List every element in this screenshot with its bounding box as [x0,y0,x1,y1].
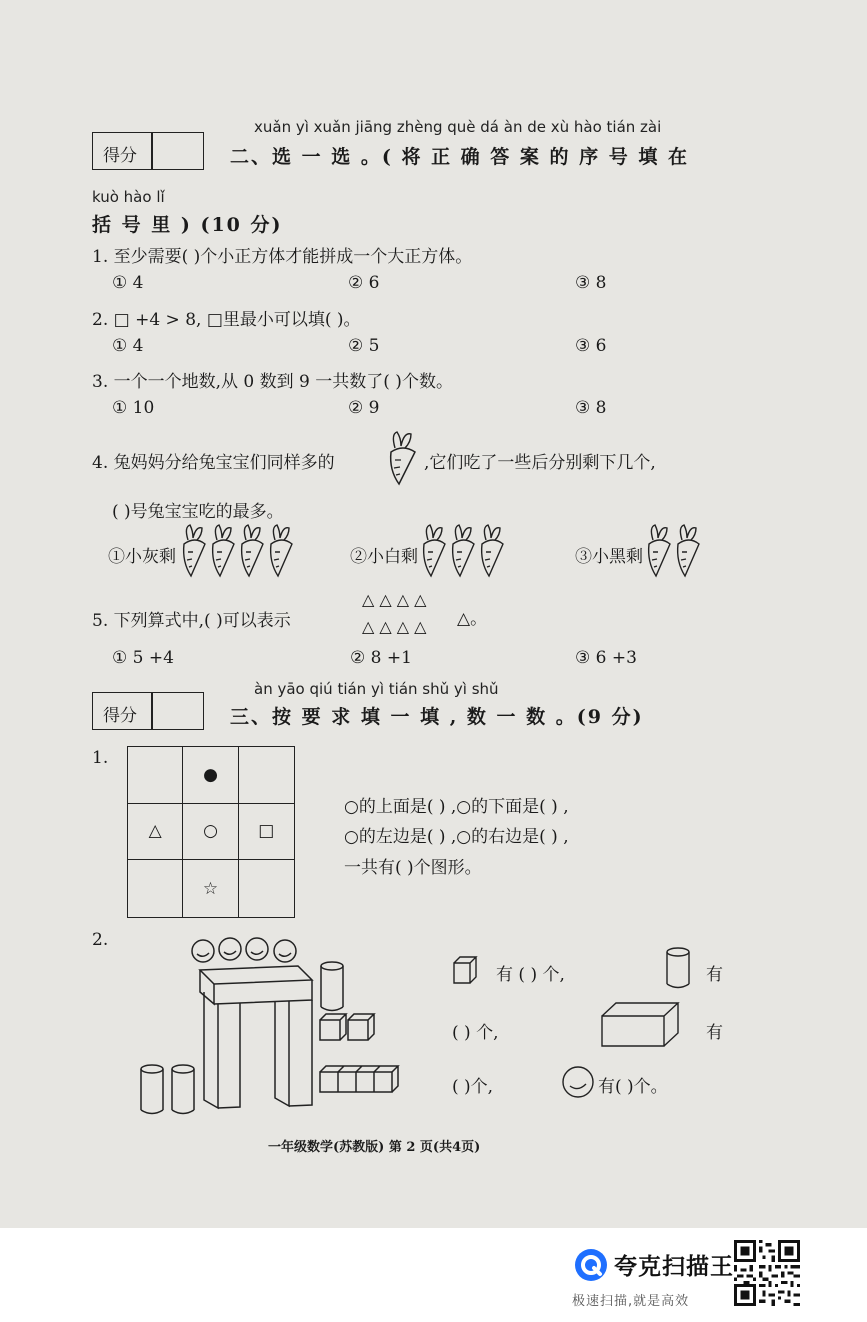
section3-pinyin: àn yāo qiú tián yì tián shǔ yì shǔ [254,680,499,698]
question-3: 3. 一个一个地数,从 0 数到 9 一共数了( )个数。 [92,372,453,392]
sphere-icon [560,1064,596,1100]
s3-q1-line1: ○的上面是( ) ,○的下面是( ) , [344,797,569,817]
shape-grid [127,746,295,918]
carrot-icon [449,524,477,578]
q1-option-c: ③ 8 [575,273,607,293]
page-footer: 一年级数学(苏教版) 第 2 页(共4页) [268,1140,481,1155]
grid-cell [128,747,183,804]
section2-title-line2: 括 号 里 ) (10 分) [92,214,283,236]
grid-cell: □ [239,804,294,861]
q1-option-b: ② 6 [348,273,380,293]
carrot-icon [478,524,506,578]
section2-pinyin-line2: kuò hào lǐ [92,188,165,206]
question-4-part1: 4. 兔妈妈分给兔宝宝们同样多的 [92,453,335,473]
grid-cell: ○ [183,804,238,861]
s3-q2-line2-a: ( ) 个, [452,1023,499,1043]
q2-option-a: ① 4 [112,336,144,356]
q5-option-c: ③ 6 +3 [575,648,637,668]
score-box-section2 [92,132,204,170]
carrot-icon [267,524,295,578]
s3-q2-line2-b: 有 [706,1023,723,1043]
question-4-line2: ( )号兔宝宝吃的最多。 [112,502,284,522]
q5-tail: △。 [457,609,488,629]
s3-q2-line1-a: 有 ( ) 个, [496,965,565,985]
q4-option-b-carrots [420,524,507,578]
section2-pinyin-line1: xuǎn yì xuǎn jiāng zhèng què dá àn de xù hào tián zài [254,118,662,136]
question-5: 5. 下列算式中,( )可以表示 [92,611,291,631]
carrot-icon [238,524,266,578]
carrot-icon [645,524,673,578]
grid-cell: ☆ [183,860,238,917]
qr-code-icon[interactable] [734,1240,800,1306]
question-1: 1. 至少需要( )个小正方体才能拼成一个大正方体。 [92,247,473,267]
cylinder-icon [664,946,692,990]
q2-option-b: ② 5 [348,336,380,356]
grid-cell [239,860,294,917]
s3-q1-line2: ○的左边是( ) ,○的右边是( ) , [344,827,569,847]
q4-option-a-carrots [180,524,296,578]
app-slogan: 极速扫描,就是高效 [572,1294,690,1309]
section3-title: 三、按 要 求 填 一 填 , 数 一 数 。(9 分) [230,706,644,728]
q5-option-b: ② 8 +1 [350,648,412,668]
scanner-app-footer [0,1228,867,1322]
q4-option-c-label: ③小黑剩 [575,547,643,567]
grid-cell: ● [183,747,238,804]
cube-icon [452,955,478,985]
score-box-section3 [92,692,204,730]
score-label: 得分 [103,146,137,166]
app-name: 夸克扫描王 [614,1254,734,1280]
s3-q2-line3-a: ( )个, [452,1077,494,1097]
q3-option-a: ① 10 [112,398,155,418]
s3-q2-line3-b: 有( )个。 [598,1077,668,1097]
q4-option-c-carrots [645,524,703,578]
q4-option-b-label: ②小白剩 [350,547,418,567]
q5-option-a: ① 5 +4 [112,648,174,668]
carrot-icon [420,524,448,578]
s3-q2-line1-b: 有 [706,965,723,985]
block-building-figure [130,932,420,1122]
question-2: 2. □ +4 > 8, □里最小可以填( )。 [92,310,361,330]
q2-option-c: ③ 6 [575,336,607,356]
grid-cell [128,860,183,917]
q1-option-a: ① 4 [112,273,144,293]
score-label: 得分 [103,706,137,726]
q5-triangles-row2: △ △ △ △ [362,617,427,636]
question-4-part2: ,它们吃了一些后分别剩下几个, [424,453,656,473]
s3-question-2-number: 2. [92,930,109,950]
grid-cell: △ [128,804,183,861]
q4-option-a-label: ①小灰剩 [108,547,176,567]
carrot-icon [209,524,237,578]
q3-option-c: ③ 8 [575,398,607,418]
grid-cell [239,747,294,804]
q3-option-b: ② 9 [348,398,380,418]
s3-question-1-number: 1. [92,748,109,768]
q5-triangles-row1: △ △ △ △ [362,590,427,609]
carrot-icon [385,430,421,486]
carrot-icon [180,524,208,578]
app-logo-icon[interactable] [574,1248,608,1282]
cuboid-icon [600,1000,682,1050]
carrot-icon [674,524,702,578]
s3-q1-line3: 一共有( )个图形。 [344,858,482,878]
section2-title-line1: 二、选 一 选 。( 将 正 确 答 案 的 序 号 填 在 [230,146,689,168]
